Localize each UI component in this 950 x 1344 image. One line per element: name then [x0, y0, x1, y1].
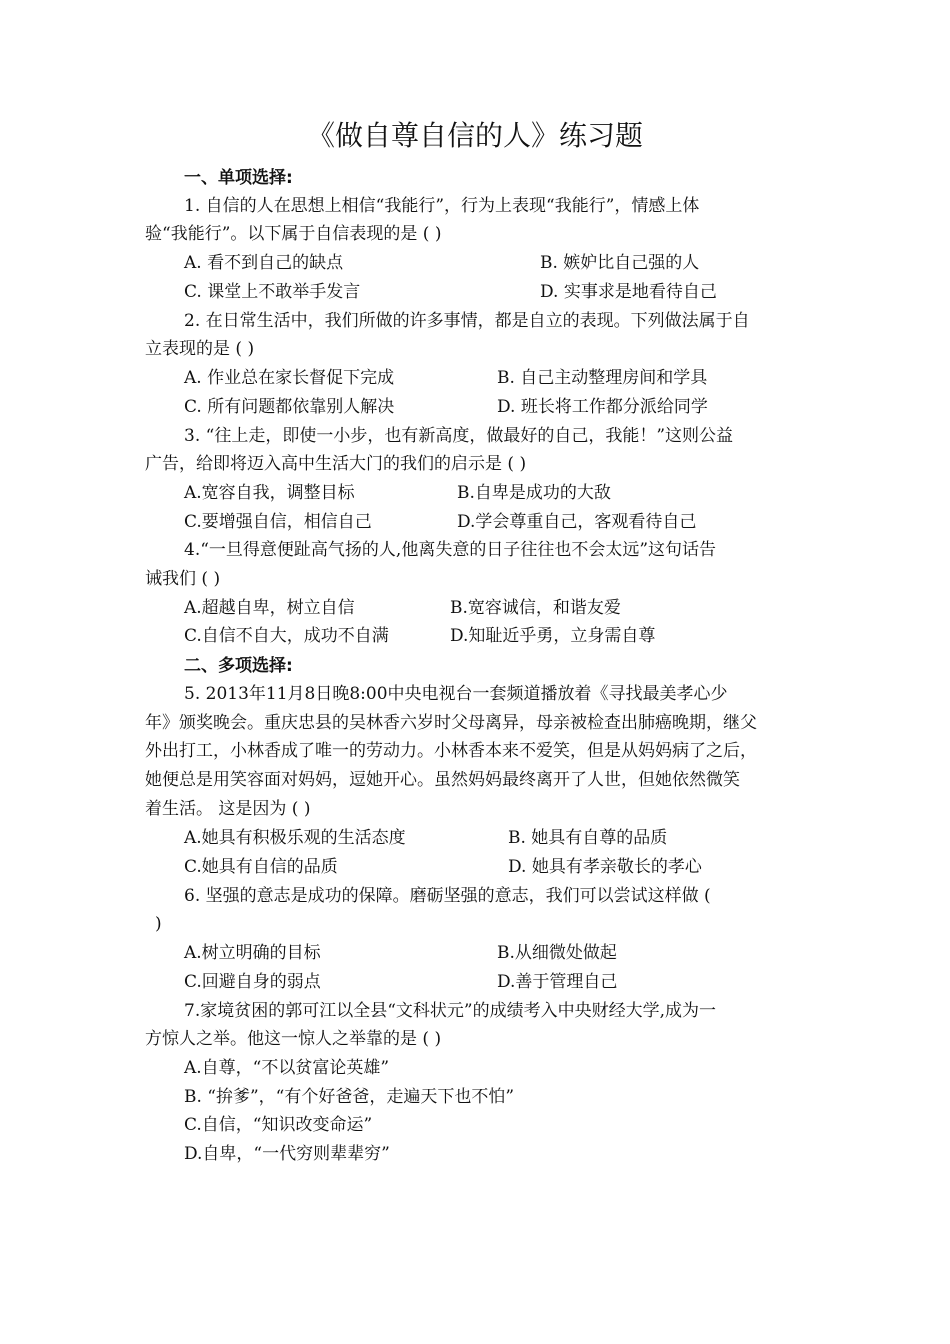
question-5-line-4: 她便总是用笑容面对妈妈，逗她开心。虽然妈妈最终离开了人世，但她依然微笑: [145, 770, 740, 790]
question-5-option-d: D. 她具有孝亲敬长的孝心: [508, 857, 702, 877]
question-7-option-a: A.自尊，“不以贫富论英雄”: [184, 1058, 390, 1078]
question-2-option-a: A. 作业总在家长督促下完成: [184, 368, 395, 388]
question-1-option-b: B. 嫉妒比自己强的人: [540, 253, 700, 273]
question-4-option-b: B.宽容诚信，和谐友爱: [450, 598, 621, 618]
question-2-line-1: 2. 在日常生活中，我们所做的许多事情，都是自立的表现。下列做法属于自: [184, 311, 750, 331]
question-7-line-1: 7.家境贫困的郭可江以全县“文科状元”的成绩考入中央财经大学,成为一: [184, 1001, 717, 1021]
question-5-line-5: 着生活。 这是因为 ( ): [145, 799, 311, 819]
question-6-line-1: 6. 坚强的意志是成功的保障。磨砺坚强的意志，我们可以尝试这样做 (: [184, 886, 711, 906]
question-6-option-a: A.树立明确的目标: [184, 943, 321, 963]
question-4-line-1: 4.“一旦得意便趾高气扬的人,他离失意的日子往往也不会太远”这句话告: [184, 540, 717, 560]
question-4-option-c: C.自信不自大，成功不自满: [184, 626, 389, 646]
question-3-option-b: B.自卑是成功的大敌: [457, 483, 611, 503]
question-3-line-2: 广告，给即将迈入高中生活大门的我们的启示是 ( ): [145, 454, 527, 474]
question-1-line-2: 验“我能行”。以下属于自信表现的是 ( ): [145, 224, 442, 244]
question-5-option-a: A.她具有积极乐观的生活态度: [184, 828, 406, 848]
question-7-option-c: C.自信，“知识改变命运”: [184, 1115, 373, 1135]
question-3-line-1: 3. “往上走，即使一小步，也有新高度，做最好的自己，我能！”这则公益: [184, 426, 734, 446]
question-3-option-c: C.要增强自信，相信自己: [184, 512, 372, 532]
question-2-option-c: C. 所有问题都依靠别人解决: [184, 397, 395, 417]
question-5-option-b: B. 她具有自尊的品质: [508, 828, 668, 848]
question-7-line-2: 方惊人之举。他这一惊人之举靠的是 ( ): [145, 1029, 442, 1049]
section-heading-single-choice: 一、单项选择:: [184, 168, 293, 188]
question-3-option-d: D.学会尊重自己，客观看待自己: [457, 512, 697, 532]
question-5-option-c: C.她具有自信的品质: [184, 857, 338, 877]
question-1-line-1: 1. 自信的人在思想上相信“我能行”，行为上表现“我能行”，情感上体: [184, 196, 700, 216]
question-5-line-1: 5. 2013年11月8日晚8:00中央电视台一套频道播放着《寻找最美孝心少: [184, 684, 728, 704]
question-5-line-3: 外出打工，小林香成了唯一的劳动力。小林香本来不爱笑，但是从妈妈病了之后，: [145, 741, 757, 761]
question-2-line-2: 立表现的是 ( ): [145, 339, 255, 359]
question-6-option-b: B.从细微处做起: [497, 943, 617, 963]
question-2-option-d: D. 班长将工作都分派给同学: [497, 397, 708, 417]
section-heading-multiple-choice: 二、多项选择:: [184, 656, 293, 676]
question-6-option-c: C.回避自身的弱点: [184, 972, 321, 992]
question-1-option-d: D. 实事求是地看待自己: [540, 282, 717, 302]
question-1-option-a: A. 看不到自己的缺点: [184, 253, 344, 273]
question-7-option-b: B. “拚爹”，“有个好爸爸，走遍天下也不怕”: [184, 1087, 515, 1107]
question-3-option-a: A.宽容自我，调整目标: [184, 483, 355, 503]
question-1-option-c: C. 课堂上不敢举手发言: [184, 282, 361, 302]
question-4-option-d: D.知耻近乎勇，立身需自尊: [450, 626, 656, 646]
question-6-option-d: D.善于管理自己: [497, 972, 618, 992]
page-title: 《做自尊自信的人》练习题: [306, 119, 643, 152]
question-7-option-d: D.自卑，“一代穷则辈辈穷”: [184, 1144, 390, 1164]
question-4-option-a: A.超越自卑，树立自信: [184, 598, 355, 618]
question-6-line-2: ): [155, 914, 162, 934]
question-2-option-b: B. 自己主动整理房间和学具: [497, 368, 708, 388]
question-4-line-2: 诫我们 ( ): [145, 569, 221, 589]
question-5-line-2: 年》颁奖晚会。重庆忠县的吴林香六岁时父母离异，母亲被检查出肺癌晚期，继父: [145, 713, 757, 733]
